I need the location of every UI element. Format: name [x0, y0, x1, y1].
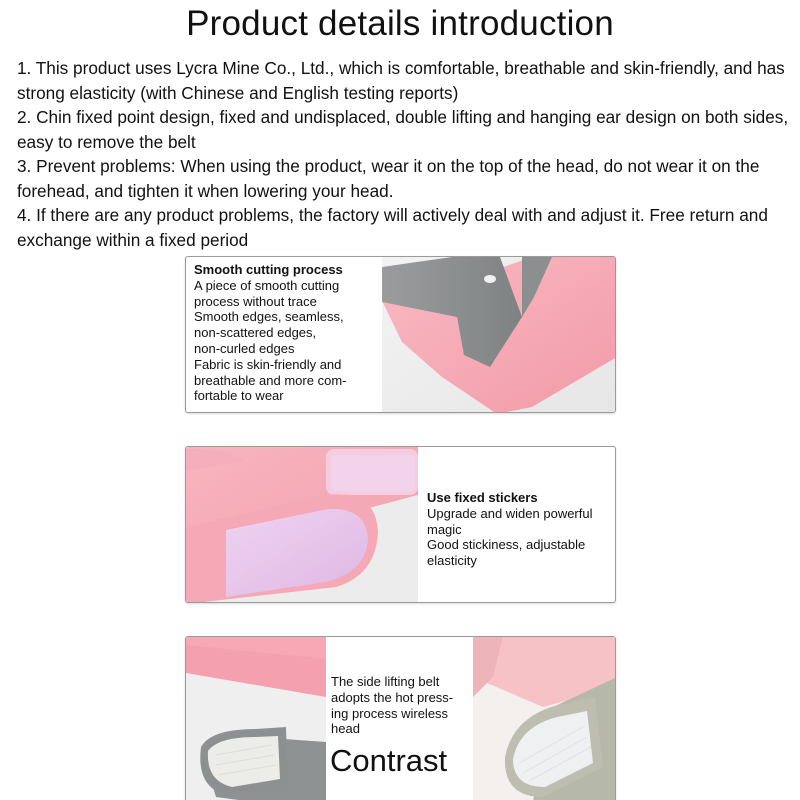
card-heading: Smooth cutting process — [194, 262, 343, 277]
card-line: Fabric is skin-friendly and — [194, 356, 342, 372]
contrast-card — [185, 636, 616, 800]
card-line: The side lifting belt — [331, 674, 440, 689]
card-line: non-curled edges — [194, 340, 295, 356]
card-line: process without trace — [194, 293, 317, 309]
card-line: fortable to wear — [194, 388, 284, 404]
hot-press-belt-photo — [186, 637, 326, 800]
velcro-sticker-photo — [186, 447, 418, 603]
card-line: magic — [427, 521, 462, 537]
intro-text — [17, 56, 792, 252]
card-line: breathable and more com- — [194, 372, 347, 388]
card-line: adopts the hot press- — [331, 689, 454, 705]
card-line: Good stickiness, adjustable — [427, 537, 586, 553]
card-line: head — [331, 721, 360, 737]
card-line: elasticity — [427, 553, 477, 569]
intro-item-2: 2. Chin fixed point design, fixed and undisplaced, double lifting and hanging ear design on both sides, easy to remove the belt — [17, 107, 789, 152]
card-line: A piece of smooth cutting — [194, 277, 340, 293]
smooth-cutting-text — [194, 262, 374, 404]
hot-press-text — [331, 674, 471, 737]
fixed-stickers-card — [185, 446, 616, 603]
comparison-belt-photo — [473, 637, 616, 800]
contrast-label: Contrast — [330, 743, 448, 778]
card-line: ing process wireless — [331, 705, 449, 721]
intro-item-3: 3. Prevent problems: When using the product, wear it on the top of the head, do not wear it on the forehead, and tighten it when lowering your head. — [17, 156, 760, 201]
card-line: Smooth edges, seamless, — [194, 309, 344, 325]
card-heading: Use fixed stickers — [427, 490, 538, 505]
card-line: Upgrade and widen powerful — [427, 505, 593, 521]
card-line: non-scattered edges, — [194, 325, 317, 341]
intro-item-1: 1. This product uses Lycra Mine Co., Ltd., which is comfortable, breathable and skin-friendly, and has strong elasticity (with Chinese and English testing reports) — [17, 58, 785, 103]
fabric-edge-photo — [382, 257, 616, 413]
intro-item-4: 4. If there are any product problems, the factory will actively deal with and adjust it. Free return and exchange within a fixed period — [17, 205, 768, 250]
page-title: Product details introduction — [186, 4, 614, 43]
fixed-stickers-text — [427, 490, 613, 569]
smooth-cutting-card — [185, 256, 616, 413]
